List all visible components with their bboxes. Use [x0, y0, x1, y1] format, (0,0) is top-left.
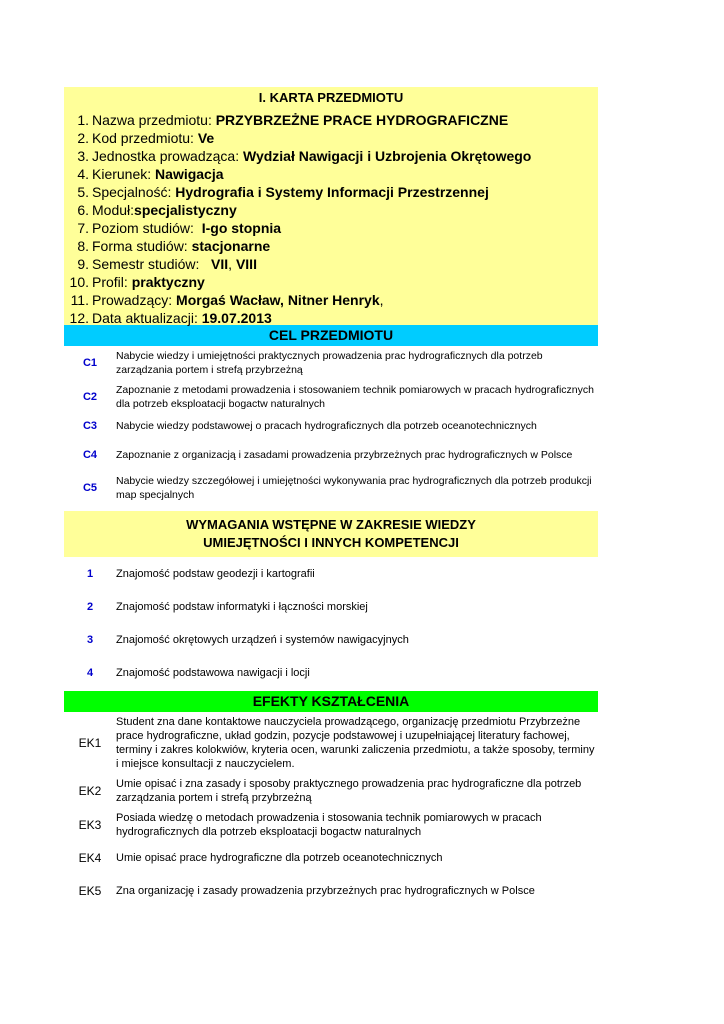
efekt-item: EK2 Umie opisać i zna zasady i sposoby praktycznego prowadzenia prac hydrograficzne dla potrzeb zarządzania portem i strefą przybrzeżną [78, 778, 582, 804]
cel-list [64, 346, 598, 504]
karta-row: 6. Moduł:specjalistyczny [77, 202, 237, 218]
wymagania-title-line2: UMIEJĘTNOŚCI I INNYCH KOMPETENCJI [203, 535, 459, 550]
wymagania-header [64, 511, 598, 557]
cel-przedmiotu-header: CEL PRZEDMIOTU [64, 325, 598, 346]
cel-item: C1 Nabycie wiedzy i umiejętności praktycznych prowadzenia prac hydrograficznych dla potrzeb zarządzania portem i strefą przybrzeżną [82, 350, 543, 376]
cel-item: C2 Zapoznanie z metodami prowadzenia i stosowaniem technik pomiarowych w pracach hydrograficznych dla potrzeb eksploatacji bogactw naturalnych [82, 384, 594, 410]
document-sheet [64, 87, 598, 908]
karta-row: 4. Kierunek: Nawigacja [77, 166, 224, 182]
efekt-item: EK1 Student zna dane kontaktowe nauczyciela prowadzącego, organizację przedmiotu Przybrzeżne prace hydrograficzne, układ godzin, pozycje podstawowej i uzupełniającej literatury fachowej, terminy i zakres kolokwiów, kryteria ocen, warunki zaliczenia przedmiotu, a także sposoby, terminy i miejsce konsultacji z nauczycielem. [78, 716, 595, 770]
wymagania-list [64, 557, 598, 689]
karta-row: 11. Prowadzący: Morgaś Wacław, Nitner Henryk, [70, 292, 384, 308]
wymaganie-item: 1 Znajomość podstaw geodezji i kartografii [86, 567, 315, 580]
karta-title: I. KARTA PRZEDMIOTU [258, 90, 404, 105]
wymaganie-item: 4 Znajomość podstawowa nawigacji i locji [86, 666, 310, 679]
wymagania-title-line1: WYMAGANIA WSTĘPNE W ZAKRESIE WIEDZY [186, 517, 476, 532]
karta-row: 2. Kod przedmiotu: Ve [77, 130, 215, 146]
efekty-ksztalcenia-header: EFEKTY KSZTAŁCENIA [64, 691, 598, 712]
efekt-item: EK4 Umie opisać prace hydrograficzne dla potrzeb oceanotechnicznych [78, 851, 443, 865]
karta-row: 7. Poziom studiów: I-go stopnia [77, 220, 282, 236]
karta-row: 10. Profil: praktyczny [69, 274, 205, 290]
efekty-list [64, 712, 598, 908]
karta-przedmiotu-section [64, 87, 598, 325]
cel-item: C3 Nabycie wiedzy podstawowej o pracach hydrograficznych dla potrzeb oceanotechnicznych [82, 420, 537, 432]
wymaganie-item: 2 Znajomość podstaw informatyki i łączności morskiej [86, 600, 368, 613]
karta-row: 8. Forma studiów: stacjonarne [77, 238, 271, 254]
karta-row: 9. Semestr studiów: VII, VIII [77, 256, 257, 272]
karta-row: 5. Specjalność: Hydrografia i Systemy Informacji Przestrzennej [77, 184, 489, 200]
karta-row: 12. Data aktualizacji: 19.07.2013 [69, 310, 272, 326]
efekt-item: EK5 Zna organizację i zasady prowadzenia przybrzeżnych prac hydrograficznych w Polsce [78, 884, 535, 898]
cel-item: C4 Zapoznanie z organizacją i zasadami prowadzenia przybrzeżnych prac hydrograficznych w Polsce [82, 449, 573, 461]
cel-item: C5 Nabycie wiedzy szczegółowej i umiejętności wykonywania prac hydrograficznych dla potrzeb produkcji map specjalnych [82, 475, 592, 501]
karta-row: 3. Jednostka prowadząca: Wydział Nawigacji i Uzbrojenia Okrętowego [77, 148, 532, 164]
wymaganie-item: 3 Znajomość okrętowych urządzeń i systemów nawigacyjnych [86, 633, 409, 646]
efekt-item: EK3 Posiada wiedzę o metodach prowadzenia i stosowania technik pomiarowych w pracach hydrograficznych dla potrzeb eksploatacji bogactw naturalnych [78, 812, 542, 838]
karta-row: 1. Nazwa przedmiotu: PRZYBRZEŻNE PRACE HYDROGRAFICZNE [77, 112, 509, 128]
